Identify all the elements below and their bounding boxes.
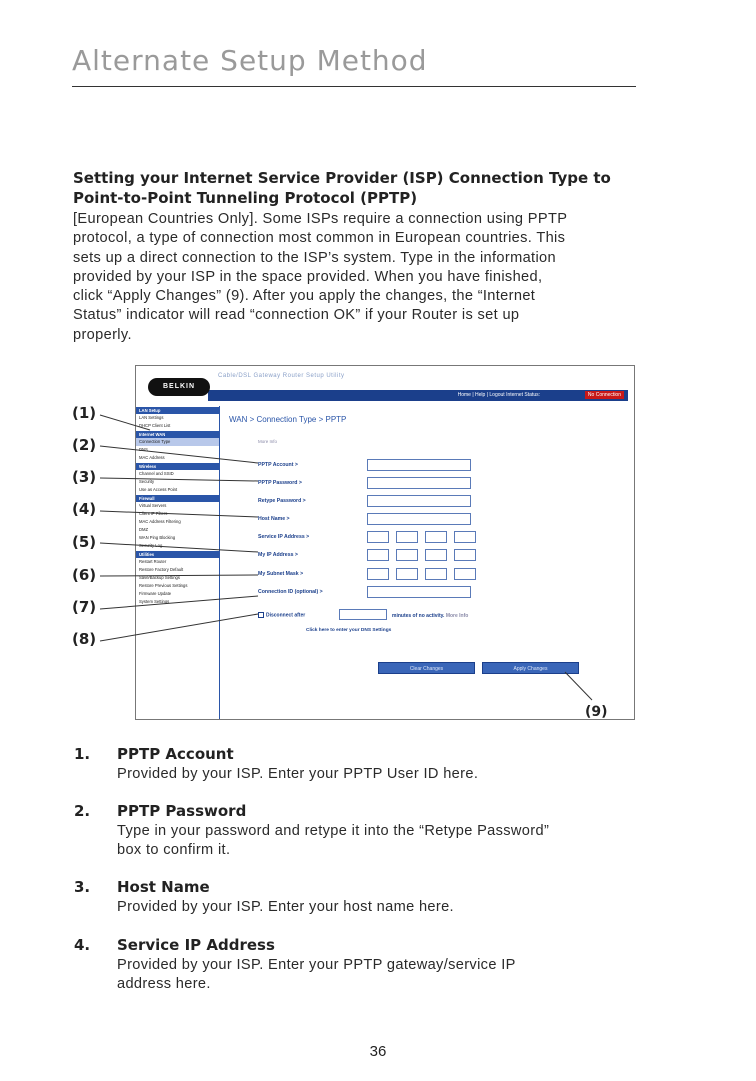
sidebar-section-header: Wireless: [136, 463, 219, 470]
body-line: sets up a direct connection to the ISP’s system. Type in the information: [73, 249, 556, 266]
label-pptp-password: PPTP Password >: [258, 480, 302, 486]
callout-5: (5): [72, 533, 97, 551]
sidebar-section-header: LAN Setup: [136, 407, 219, 414]
sidebar-item[interactable]: Restore Previous Settings: [139, 583, 188, 588]
sidebar-item[interactable]: Security: [139, 479, 155, 484]
internet-status-badge: No Connection: [585, 391, 624, 399]
pptp-account-input[interactable]: [367, 459, 471, 471]
subnet-mask-octet-1[interactable]: [367, 568, 389, 580]
router-screenshot-figure: [135, 365, 635, 720]
sidebar-item[interactable]: Firmware Update: [139, 591, 172, 596]
definition-line: Type in your password and retype it into the “Retype Password”: [117, 823, 550, 839]
body-line: provided by your ISP in the space provided. When you have finished,: [73, 268, 543, 285]
definition-number-1: 1.: [74, 745, 91, 763]
label-connection-id: Connection ID (optional) >: [258, 589, 323, 595]
definition-line: Provided by your ISP. Enter your PPTP gateway/service IP: [117, 957, 516, 973]
sidebar-item[interactable]: DHCP Client List: [139, 423, 171, 428]
definition-title-2: PPTP Password: [117, 802, 247, 820]
callout-1: (1): [72, 404, 97, 422]
sidebar-item[interactable]: Restart Router: [139, 559, 167, 564]
callout-4: (4): [72, 500, 97, 518]
sidebar-item[interactable]: Security Log: [139, 543, 163, 548]
definition-line: box to confirm it.: [117, 842, 231, 859]
definition-title-1: PPTP Account: [117, 745, 234, 763]
apply-changes-button[interactable]: Apply Changes: [482, 662, 579, 674]
sidebar-item[interactable]: DMZ: [139, 527, 149, 532]
sidebar-item[interactable]: Restore Factory Default: [139, 567, 184, 572]
body-line: Status” indicator will read “connection OK” if your Router is set up: [73, 307, 520, 324]
service-ip-octet-1[interactable]: [367, 531, 389, 543]
definition-number-3: 3.: [74, 878, 91, 896]
title-divider: [72, 86, 636, 87]
section-heading-line-1: Setting your Internet Service Provider (ISP) Connection Type to: [73, 169, 611, 187]
callout-7: (7): [72, 598, 97, 616]
pptp-password-input[interactable]: [367, 477, 471, 489]
label-host-name: Host Name >: [258, 516, 290, 522]
page-number: 36: [369, 1043, 387, 1060]
connection-id-input[interactable]: [367, 586, 471, 598]
sidebar-section-header: Firewall: [136, 495, 219, 502]
top-nav-bar: [208, 390, 628, 401]
my-ip-octet-1[interactable]: [367, 549, 389, 561]
subnet-mask-octet-4[interactable]: [454, 568, 476, 580]
sidebar-item[interactable]: Channel and SSID: [139, 471, 174, 476]
sidebar-item[interactable]: Save/Backup Settings: [139, 575, 180, 580]
subnet-mask-octet-3[interactable]: [425, 568, 447, 580]
definition-title-3: Host Name: [117, 878, 210, 896]
subnet-mask-octet-2[interactable]: [396, 568, 418, 580]
definition-text-2: [117, 822, 647, 861]
disconnect-more-info-link[interactable]: More Info: [445, 613, 469, 619]
sidebar-item[interactable]: WAN Ping Blocking: [139, 535, 176, 540]
sidebar-section-header: Internet WAN: [136, 431, 219, 438]
section-heading: [73, 168, 653, 208]
figure-header: [136, 366, 635, 392]
body-line: properly.: [73, 326, 132, 343]
callout-9: (9): [585, 704, 608, 720]
disconnect-label: Disconnect after: [266, 612, 306, 619]
definition-text-4: [117, 956, 647, 995]
disconnect-checkbox[interactable]: [258, 612, 264, 618]
label-pptp-account: PPTP Account >: [258, 462, 298, 468]
clear-changes-button[interactable]: Clear Changes: [378, 662, 475, 674]
my-ip-octet-2[interactable]: [396, 549, 418, 561]
sidebar-section-header: Utilities: [136, 551, 219, 558]
definition-text-3: [117, 898, 647, 917]
callout-2: (2): [72, 436, 97, 454]
body-line: [European Countries Only]. Some ISPs require a connection using PPTP: [73, 211, 568, 227]
sidebar-item[interactable]: LAN Settings: [139, 415, 164, 420]
section-heading-line-2: Point-to-Point Tunneling Protocol (PPTP): [73, 189, 418, 207]
sidebar-item[interactable]: Client IP Filters: [139, 511, 168, 516]
app-title: Cable/DSL Gateway Router Setup Utility: [218, 373, 345, 379]
host-name-input[interactable]: [367, 513, 471, 525]
belkin-logo: BELKIN: [148, 378, 210, 396]
service-ip-octet-3[interactable]: [425, 531, 447, 543]
sidebar-item[interactable]: System Settings: [139, 599, 170, 604]
my-ip-octet-3[interactable]: [425, 549, 447, 561]
label-my-ip: My IP Address >: [258, 552, 298, 558]
service-ip-octet-4[interactable]: [454, 531, 476, 543]
sidebar-item[interactable]: MAC Address Filtering: [139, 519, 181, 524]
definition-number-4: 4.: [74, 936, 91, 954]
disconnect-suffix-text: minutes of no activity.: [392, 613, 445, 619]
definition-title-4: Service IP Address: [117, 936, 275, 954]
more-info-link[interactable]: More Info: [258, 439, 278, 444]
body-line: click “Apply Changes” (9). After you apply the changes, the “Internet: [73, 288, 536, 305]
top-nav-links[interactable]: Home | Help | Logout Internet Status:: [457, 392, 540, 398]
breadcrumb: WAN > Connection Type > PPTP: [229, 415, 347, 424]
sidebar-item[interactable]: MAC Address: [139, 455, 165, 460]
sidebar-item[interactable]: DNS: [139, 447, 148, 452]
callout-8: (8): [72, 630, 97, 648]
section-body: [73, 210, 673, 345]
definition-line: Provided by your ISP. Enter your PPTP User ID here.: [117, 766, 479, 782]
callout-3: (3): [72, 468, 97, 486]
my-ip-octet-4[interactable]: [454, 549, 476, 561]
disconnect-suffix: [392, 613, 468, 619]
definition-line: address here.: [117, 976, 211, 993]
page-title: Alternate Setup Method: [72, 44, 428, 77]
sidebar-nav: [136, 406, 220, 720]
retype-password-input[interactable]: [367, 495, 471, 507]
label-retype-password: Retype Password >: [258, 498, 306, 504]
callout-6: (6): [72, 566, 97, 584]
label-service-ip: Service IP Address >: [258, 534, 310, 540]
definition-text-1: [117, 765, 647, 784]
body-line: protocol, a type of connection most common in European countries. This: [73, 230, 566, 247]
dns-settings-link[interactable]: Click here to enter your DNS Settings: [306, 628, 392, 633]
sidebar-item[interactable]: Virtual Servers: [139, 503, 167, 508]
definition-line: Provided by your ISP. Enter your host name here.: [117, 899, 454, 915]
label-subnet-mask: My Subnet Mask >: [258, 571, 304, 577]
definition-number-2: 2.: [74, 802, 91, 820]
sidebar-item[interactable]: Connection Type: [136, 438, 219, 446]
disconnect-row: [258, 612, 305, 618]
disconnect-minutes-input[interactable]: [339, 609, 387, 620]
sidebar-item[interactable]: Use as Access Point: [139, 487, 178, 492]
service-ip-octet-2[interactable]: [396, 531, 418, 543]
